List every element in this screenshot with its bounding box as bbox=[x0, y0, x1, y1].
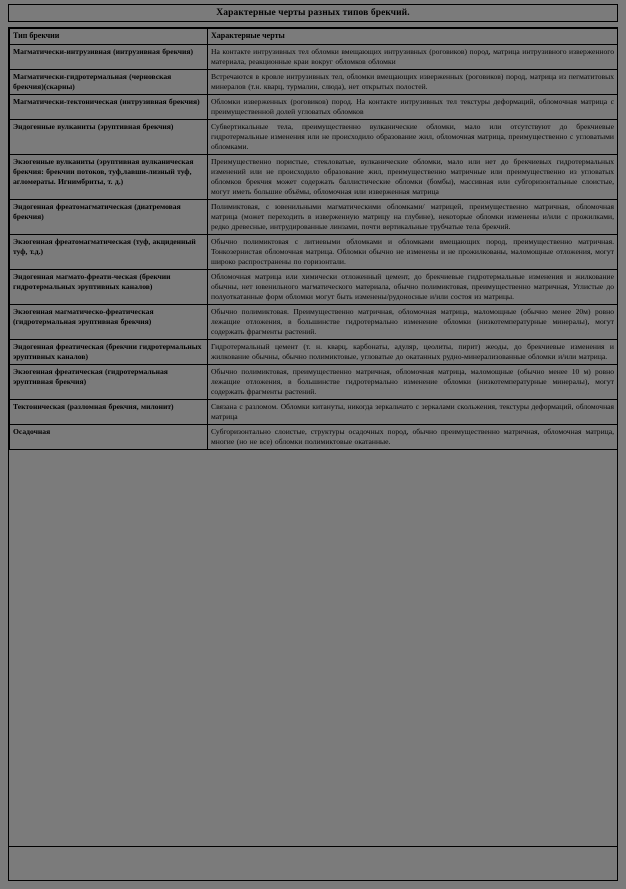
cell-type: Экзогенная магматическо-фреатическая (гидротермальная эруптивная брекчия) bbox=[10, 304, 208, 339]
cell-type: Осадочная bbox=[10, 425, 208, 450]
cell-features: Встречаются в кровле интрузивных тел, обломки вмещающих изверженных (роговиков) пород, матрица из пегматитовых минералов (т.н. кварц, турмалин, слюда), нет открытых полостей. bbox=[208, 69, 618, 94]
cell-features: Обычно полимиктовая, преимущественно матричная, обломочная матрица, маломощные (обычно менее 10 м) ровно лежащие отложения, в большинстве гидротермально изменение обломки (низкотемпературные минералы), могут содержать фрагменты растений. bbox=[208, 364, 618, 399]
table-bottom-spacer bbox=[8, 847, 618, 881]
column-header-features: Характерные черты bbox=[208, 29, 618, 45]
cell-type: Экзогенная фреатомагматическая (туф, акциденный туф, т.д.) bbox=[10, 234, 208, 269]
table-header-row bbox=[10, 29, 618, 45]
cell-type: Магматически-гидротермальная (черновская брекчия)(скарны) bbox=[10, 69, 208, 94]
table-row bbox=[10, 304, 618, 339]
cell-features: Связана с разломом. Обломки китануты, никогда зеркальчато с зеркалами скольжения, текстуры деформаций, обломочная матрица bbox=[208, 400, 618, 425]
cell-features: Субгоризонтально слоистые, структуры осадочных пород, обычно преимущественно матричная, обломочная матрица, многие (но не все) обломки полимиктовые окатанные. bbox=[208, 425, 618, 450]
cell-type: Магматически-интрузивная (интрузивная брекчия) bbox=[10, 44, 208, 69]
cell-features: Субвертикальные тела, преимущественно вулканические обломки, мало или отсутствуют до брекчиевые гидротермальные изменения или не происходило образование жил, обломочная матрица, преимущественно с угловатыми обломками. bbox=[208, 119, 618, 154]
table-row bbox=[10, 339, 618, 364]
table-row bbox=[10, 44, 618, 69]
table-row bbox=[10, 364, 618, 399]
cell-features: Обычно полимиктовая. Преимущественно матричная, обломочная матрица, маломощные (обычно менее 20м) ровно лежащие отложения, в большинстве гидротермально изменение обломки (низкотемпературные минералы), могут содержать фрагменты растений. bbox=[208, 304, 618, 339]
cell-type: Тектоническая (разломная брекчия, милонит) bbox=[10, 400, 208, 425]
table-row bbox=[10, 199, 618, 234]
table-row bbox=[10, 119, 618, 154]
cell-features: Обычно полимиктовая с литиевыми обломками и обломками вмещающих пород, преимущественно матричная. Тонкозернистая обломочная матрица. Обломки обычно не изменены и не прожилкованы, маломощные отложения, могут широко распространены по горизонтали. bbox=[208, 234, 618, 269]
cell-features: Обломки изверженных (роговиков) пород. На контакте интрузивных тел текстуры деформаций, обломочная матрица с преимущественной долей угловатых обломков bbox=[208, 94, 618, 119]
table-row bbox=[10, 234, 618, 269]
table-body bbox=[10, 44, 618, 450]
cell-type: Эндогенная фреатическая (брекчии гидротермальных эруптивных каналов) bbox=[10, 339, 208, 364]
table-row bbox=[10, 154, 618, 199]
cell-type: Экзогенная фреатическая (гидротермальная эруптивная брекчия) bbox=[10, 364, 208, 399]
cell-features: Обломочная матрица или химически отложенный цемент, до брекчиевые гидротермальные изменения и жилкование обычны, нет ювенильного магматического материала, обычно полимиктовая, преимущественно матричная, Углистые до полуоткатанные форм обломки могут быть изменены/рудоносные и/или состоя из матрицы. bbox=[208, 269, 618, 304]
table-row bbox=[10, 69, 618, 94]
breccia-table bbox=[9, 28, 618, 450]
table-header bbox=[10, 29, 618, 45]
cell-type: Эндогенные вулканиты (эруптивная брекчия) bbox=[10, 119, 208, 154]
column-header-type: Тип брекчии bbox=[10, 29, 208, 45]
table-row bbox=[10, 400, 618, 425]
table-row bbox=[10, 94, 618, 119]
cell-type: Эндогенная магмато-фреати-ческая (брекчии гидротермальных эруптивных каналов) bbox=[10, 269, 208, 304]
cell-features: Преимущественно пористые, стекловатые, вулканические обломки, мало или нет до брекчиевых гидротермальных изменений или не происходило образование жил, преимущественно матричные или преимущественно из угловатых обломков брекчия может содержать баллистические обломки (бомбы), массивная или субгоризонтальные слоистые, могут иметь большие объёмы, обломочная или изверженная матрица bbox=[208, 154, 618, 199]
cell-type: Магматически-тектоническая (интрузивная брекчия) bbox=[10, 94, 208, 119]
page-title: Характерные черты разных типов брекчий. bbox=[216, 8, 410, 18]
document-title-box bbox=[8, 4, 618, 22]
cell-features: Гидротермальный цемент (т. н. кварц, карбонаты, адуляр, цеолиты, пирит) жеоды, до брекчиевые изменения и жилкование обычны, обычно полимиктовые, угловатые до окатанных рудно-минерализованные обломки и/или матрица. bbox=[208, 339, 618, 364]
table-row bbox=[10, 269, 618, 304]
cell-type: Экзогенные вулканиты (эруптивная вулканическая брекчия: брекчии потоков, туф,лавши-лизный туф, агломераты. Игнимбриты, т. д.) bbox=[10, 154, 208, 199]
breccia-table-container bbox=[8, 27, 618, 847]
cell-type: Эндогенная фреатомагматическая (диатремовая брекчия) bbox=[10, 199, 208, 234]
cell-features: На контакте интрузивных тел обломки вмещающих интрузивных (роговиков) пород, матрица интрузивного изверженного материала, реакционные краи вокруг обломков обломки bbox=[208, 44, 618, 69]
table-row bbox=[10, 425, 618, 450]
cell-features: Полимиктовая, с ювенильными магматическими обломками/ матрицей, преимущественно матричная, обломочная матрица (может переходить в изверженную матрицу на глубине), некоторые обломки изменены и/или с прожилками, редко древесные, интрудированные линзами, почти вертикальные трубчатые тела брекчий. bbox=[208, 199, 618, 234]
